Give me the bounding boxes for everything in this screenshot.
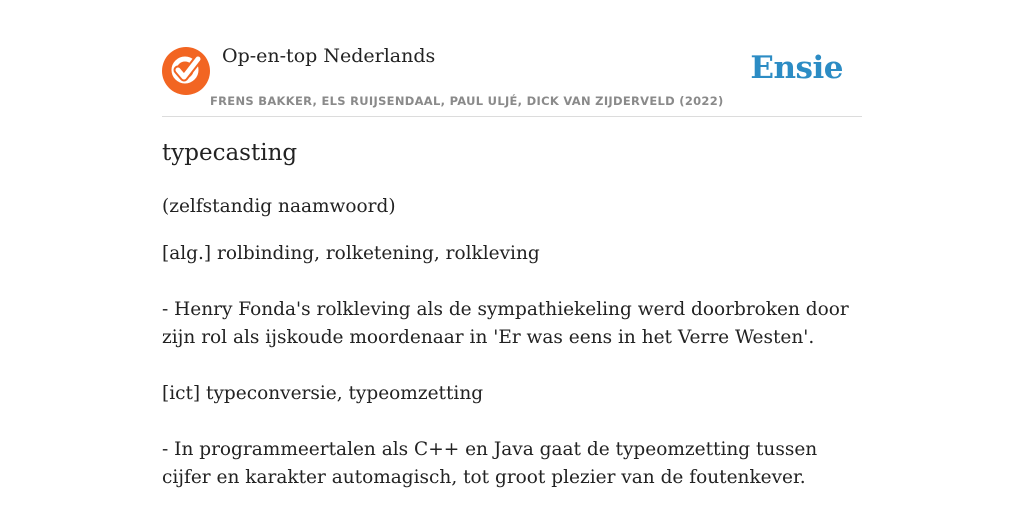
dictionary-authors: FRENS BAKKER, ELS RUIJSENDAAL, PAUL ULJÉ, DICK VAN ZIJDERVELD (2022) (210, 94, 724, 108)
definition-general: [alg.] rolbinding, rolketening, rolkleving (162, 243, 540, 264)
brand-logo[interactable]: Ensie (750, 50, 843, 86)
definition-ict: [ict] typeconversie, typeomzetting (162, 383, 484, 404)
part-of-speech: (zelfstandig naamwoord) (162, 196, 396, 217)
entry-word: typecasting (162, 140, 298, 166)
example-ict: - In programmeertalen als C++ en Java gaat de typeomzetting tussen cijfer en karakter automagisch, tot groot plezier van de foutenkever. (162, 439, 818, 488)
entry-card (162, 0, 862, 488)
dictionary-logo[interactable] (162, 47, 210, 95)
dictionary-title[interactable]: Op-en-top Nederlands (222, 45, 436, 67)
example-general: - Henry Fonda's rolkleving als de sympathiekeling werd doorbroken door zijn rol als ijskoude moordenaar in 'Er was eens in het Verre Westen'. (162, 299, 849, 348)
check-circle-icon (162, 47, 210, 95)
entry-header (162, 0, 862, 117)
